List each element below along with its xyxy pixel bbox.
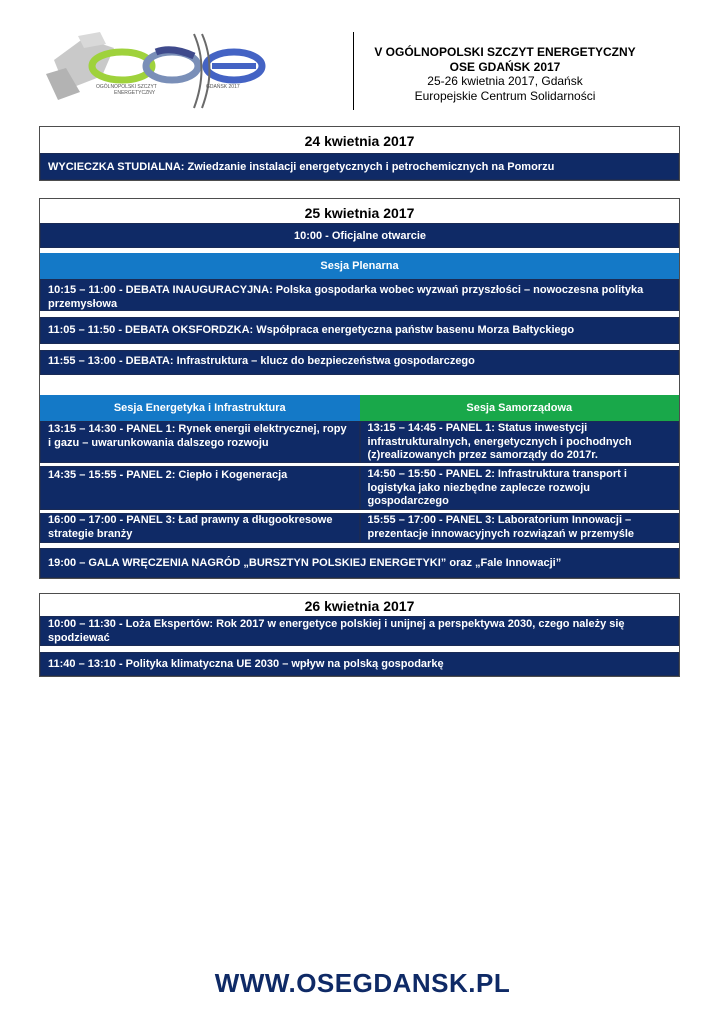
panel-row: 13:15 – 14:45 - PANEL 1: Status inwestycji infrastrukturalnych, energetycznych i pochodnych (z)realizowanych przez samorządy do 2017r. bbox=[360, 421, 680, 463]
day-24-april bbox=[39, 126, 680, 181]
schedule-row: 10:00 - Oficjalne otwarcie bbox=[40, 223, 679, 248]
logo-sub2: ENERGETYCZNY bbox=[114, 90, 156, 96]
page-header bbox=[0, 0, 725, 118]
schedule-row: WYCIECZKA STUDIALNA: Zwiedzanie instalacji energetycznych i petrochemicznych na Pomorzu bbox=[40, 153, 679, 180]
session-local-government bbox=[360, 395, 680, 543]
gala-row: 19:00 – GALA WRĘCZENIA NAGRÓD „BURSZTYN POLSKIEJ ENERGETYKI” oraz „Fale Innowacji” bbox=[40, 548, 679, 578]
panel-row: 13:15 – 14:30 - PANEL 1: Rynek energii elektrycznej, ropy i gazu – uwarunkowania dalszego rozwoju bbox=[40, 421, 360, 463]
schedule-row: 11:05 – 11:50 - DEBATA OKSFORDZKA: Współpraca energetyczna państw basenu Morza Bałtyckiego bbox=[40, 317, 679, 344]
plenary-session-header: Sesja Plenarna bbox=[40, 253, 679, 279]
day-26-april bbox=[39, 593, 680, 677]
event-dates: 25-26 kwietnia 2017, Gdańsk bbox=[427, 74, 583, 88]
schedule-row: 11:55 – 13:00 - DEBATA: Infrastruktura – klucz do bezpieczeństwa gospodarczego bbox=[40, 350, 679, 375]
panel-row: 14:35 – 15:55 - PANEL 2: Ciepło i Kogeneracja bbox=[40, 466, 360, 510]
day-date: 26 kwietnia 2017 bbox=[304, 598, 415, 614]
session-energy-infrastructure bbox=[40, 395, 360, 543]
ose-logo bbox=[44, 30, 276, 112]
day-date: 24 kwietnia 2017 bbox=[304, 133, 415, 149]
website-url: WWW.OSEGDANSK.PL bbox=[214, 968, 511, 998]
header-divider bbox=[353, 32, 354, 110]
panel-row: 15:55 – 17:00 - PANEL 3: Laboratorium Innowacji – prezentacje innowacyjnych rozwiązań w przemyśle bbox=[360, 513, 680, 543]
event-venue: Europejskie Centrum Solidarności bbox=[414, 88, 596, 103]
schedule-row: 10:00 – 11:30 - Loża Ekspertów: Rok 2017 w energetyce polskiej i unijnej a perspektywa 2030, czego należy się spodziewać bbox=[40, 616, 679, 646]
event-info bbox=[362, 45, 648, 103]
logo-sub3: GDAŃSK 2017 bbox=[206, 84, 240, 90]
event-title: V OGÓLNOPOLSKI SZCZYT ENERGETYCZNY bbox=[374, 45, 636, 59]
day-date: 25 kwietnia 2017 bbox=[304, 205, 415, 221]
schedule-row: 11:40 – 13:10 - Polityka klimatyczna UE 2030 – wpływ na polską gospodarkę bbox=[40, 652, 679, 676]
event-subtitle: OSE GDAŃSK 2017 bbox=[449, 59, 561, 74]
panel-row: 14:50 – 15:50 - PANEL 2: Infrastruktura transport i logistyka jako niezbędne zaplecze rozwoju gospodarczego bbox=[360, 466, 680, 510]
session-header: Sesja Samorządowa bbox=[360, 395, 680, 421]
parallel-sessions bbox=[40, 395, 679, 543]
day-25-april bbox=[39, 198, 680, 579]
panel-row: 16:00 – 17:00 - PANEL 3: Ład prawny a długookresowe strategie branży bbox=[40, 513, 360, 543]
logo-sub1: OGÓLNOPOLSKI SZCZYT bbox=[96, 84, 157, 90]
session-header: Sesja Energetyka i Infrastruktura bbox=[40, 395, 360, 421]
schedule-row: 10:15 – 11:00 - DEBATA INAUGURACYJNA: Polska gospodarka wobec wyzwań przyszłości – nowoczesna polityka przemysłowa bbox=[40, 279, 679, 311]
